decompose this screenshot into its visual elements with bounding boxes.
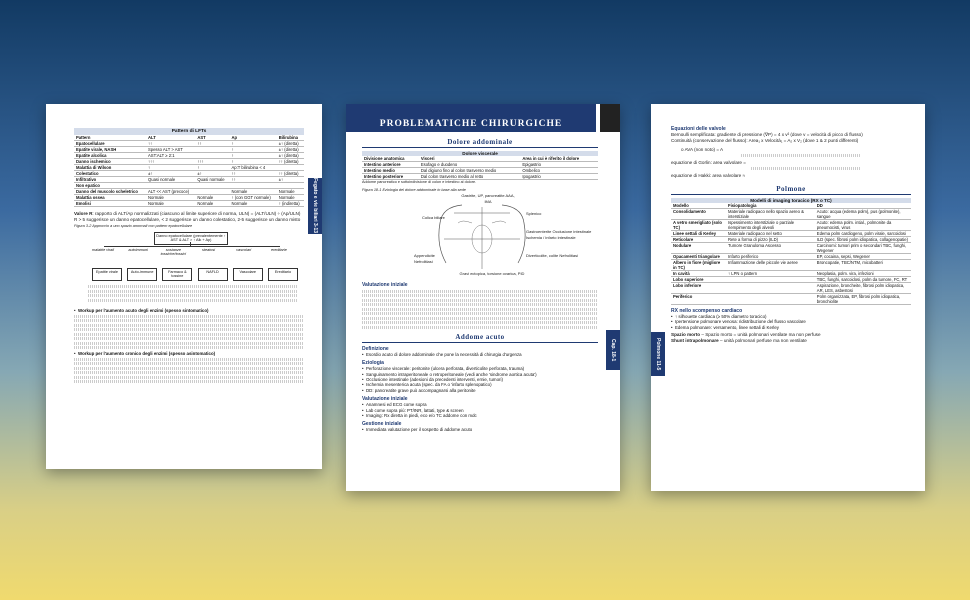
imaging-cell: Rete a forma di pizzo (ILD): [726, 236, 815, 242]
dead-space-text: Spazio morto = unità polmonari ventilate ma non perfuse: [705, 332, 821, 338]
lft-cell: Normale: [195, 201, 229, 207]
imaging-table-title: Modelli di imaging toracico (RX o TC): [671, 198, 911, 203]
lft-cell: Normale: [229, 189, 276, 195]
imaging-cell: Polm organizzata, EP, fibrosi polm idiopatica, bronchiolite: [815, 293, 911, 304]
lft-cell: Normale: [229, 201, 276, 207]
lft-cell: ±↑ (diretta): [277, 141, 304, 147]
visceral-col-header: Area in cui è riferito il dolore: [520, 156, 598, 162]
imaging-cell: Broncopatie, TBC/NTM, micobatteri: [815, 259, 911, 270]
lft-col-header: Pattern: [74, 135, 146, 141]
imaging-row: [671, 259, 911, 270]
lft-cell: ↑↑↑: [146, 159, 195, 165]
lft-cell: ↑: [229, 153, 276, 159]
chapter-tab: Cap. 18-1: [606, 330, 620, 370]
chapter-corner: [600, 104, 620, 132]
eval-item: • Anamnesi ed ECG come sopra: [362, 402, 598, 407]
lft-cell: ±↑: [277, 177, 304, 183]
etiology-item: • Sanguinamento intraperitoneale o retroperitoneale (vedi anche 'sindrome aortica acuta'): [362, 372, 598, 377]
lft-cell: Emolisi: [74, 201, 146, 207]
rx-item: • Edema polmonare: versamento, linee settali di Kerley: [671, 325, 911, 330]
imaging-cell: Consolidamento: [671, 208, 726, 219]
imaging-cell: Linee settali di Kerley: [671, 230, 726, 236]
diagram-category: autoimmuni: [128, 247, 148, 252]
management-title: Gestione iniziale: [362, 421, 402, 428]
imaging-cell: Materiale radiopaco nello spazio aereo & interstiziale: [726, 208, 815, 219]
imaging-cell: Materiale radiopaco nel setto: [726, 230, 815, 236]
lft-cell: AST:ALT ≥ 2:1: [146, 153, 195, 159]
label-diverticulitis: Diverticolite, colite Nefrolitiasi: [526, 253, 579, 259]
diagram-category: sostanze tossiche/tossici: [160, 247, 187, 257]
shunt-title: Shunt intrapolmonare: [671, 337, 719, 343]
diagram-node: Farmaco & tossine: [162, 268, 192, 281]
diagram-category: malattie virali: [91, 247, 115, 252]
management-text: • Immediata valutazione per il sospetto di addome acuto: [362, 427, 598, 432]
lft-cell: Malattia ossea: [74, 195, 146, 201]
imaging-col-header: DD: [815, 203, 911, 209]
lft-col-header: Ap: [229, 135, 276, 141]
lft-col-header: Bilirubina: [277, 135, 304, 141]
abdomen-quadrant-figure: [362, 193, 598, 279]
visceral-cell: Dal colon trasverso medio al retto: [419, 174, 520, 180]
lft-cell: ↑↑ (diretta): [277, 171, 304, 177]
etiology-item: • Occlusione intestinale (adesioni da precedenti interventi, ernie, tumori): [362, 377, 598, 382]
r-value-title: Valore R: [74, 211, 93, 216]
imaging-cell: Tumore Granuloma Ascesso: [726, 242, 815, 253]
lft-cell: ±↑ (diretta): [277, 147, 304, 153]
imaging-cell: Nodulare: [671, 242, 726, 253]
lft-cell: ↑: [195, 165, 229, 171]
imaging-row: [671, 242, 911, 253]
imaging-cell: Carcinomi: tumori prim o secondari TBC, funghi, Wegener: [815, 242, 911, 253]
lft-cell: ↑: [229, 159, 276, 165]
definition-text: • Esordio acuto di dolore addominale che pone la necessità di chirurgia d'urgenza: [362, 352, 598, 357]
imaging-cell: Opacamenti triangolare: [671, 253, 726, 259]
lft-cell: Quasi normale: [195, 177, 229, 183]
imaging-row: [671, 293, 911, 304]
eq-hakki: equazione di Hakki: area valvolare ≈: [671, 173, 746, 179]
visceral-cell: Ipogastrio: [520, 174, 598, 180]
imaging-row: [671, 219, 911, 230]
lft-cell: ↑: [229, 141, 276, 147]
shunt-text: unità polmonari perfuse ma non ventilate: [723, 337, 807, 343]
label-splenic: Splenico: [526, 211, 542, 217]
imaging-cell: Reticolare: [671, 236, 726, 242]
etiology-item: • Perforazione viscerale: peritonite (ulcera perforata, diverticolite perforata, trauma): [362, 366, 598, 371]
visceral-col-header: Divisione anatomica: [362, 156, 419, 162]
eq-line-1: Bernoulli semplificata: gradiente di pressione (∇P) = 4 x v² (dove v = velocità di picco di flusso): [671, 132, 863, 137]
page-right: Polmone 11-5 Equazioni delle valvole Bernoulli semplificata: gradiente di pressione (∇P) = 4 x v² (dove v = velocità di picco di flusso) Continuità (conservazione del flusso): Area₁ x Velocità₁ = A₂ x V₂ (dove 1 & 2 punti differenti) o AVA (non noto) = A equazione di Gorlin: area valvolare = equazione di Hakki: area valvolare ≈ Polmone Modelli di imaging toracico (RX o TC) Modello Fisiopatologia DD Consolidamento Materiale radiopaco nello spazio aereo & interstiziale Acuto: acqua (edema polm), pus (polmonite), sangue A vetro smerigliato (solo TC) Ispessimento interstiziale o parziale riempimento degli alveoli Acuto: edema polm. intial., polmonite da pneumocisti, virus Linee settali di Kerley Materiale radiopaco nel setto Edema polm cardiogeno, polm virale, sarcoidosi Reticolare Rete a forma di pizzo (ILD) ILD (spec. fibrosi polm idiopatica, collagenopatie) Nodulare Tumore Granuloma Ascesso Carcinomi: tumori prim o secondari TBC, funghi, Wegener Opacamenti triangolare Infarto periferico EP, cocaina, sepsi, Wegener Albero in fiore (migliore in TC) Infiammazione delle piccole vie aeree Broncopatie, TBC/NTM, micobatteri In cavità ↑ LPN o pattern Neoplasia, polm. vira, infezioni Lobo superiore TBC, funghi, sarcoidosi, polm da tumore, FC, RT Lobo inferiore Aspirazione, broncheite, fibrosi polm idiopatica, AR, LES, asbestosi Periferico Polm organizzata, EP, fibrosi polm idiopatica, bronchiolite RX nello scompenso cardiaco • ↑ silhouette cardiaca (≥ 50% diametro toracico) • Ipertensione polmonare venosa: ridistribuzione del flusso vascolare • Edema polmonare: versamento, linee settali di Kerley Spazio morto – Spazio morto = unità polmonari ventilate ma non perfuse Shunt intrapolmonare – unità polmonari perfuse ma non ventilate: [651, 104, 925, 491]
r-value-text: rapporto di ALT/Ap normalizzati (ciascuno al limite superiore di norma, ULN) = (ALT/ULN) ÷ (Ap/ULN): [94, 211, 301, 216]
label-biliary-colic: Colica biliare: [422, 215, 445, 221]
lft-row: [74, 201, 304, 207]
figure-caption: Figura 18-1 Eziologia del dolore addominale in base alla sede: [362, 187, 466, 192]
etiology-title: Eziologia: [362, 360, 384, 367]
lft-table-title: Pattern di LFTs: [74, 128, 304, 135]
imaging-cell: Infiammazione delle piccole vie aeree: [726, 259, 815, 270]
lft-col-header: AST: [195, 135, 229, 141]
imaging-cell: Acuto: edema polm. intial., polmonite da pneumocisti, virus: [815, 219, 911, 230]
lft-col-header: ALT: [146, 135, 195, 141]
chapter-tab: Polmone 11-5: [651, 332, 665, 376]
visceral-cell: Ombelico: [520, 168, 598, 174]
imaging-cell: Lobo superiore: [671, 276, 726, 282]
label-epigastric: Gastrite, UP, pancreatite AAA, IMA: [461, 193, 515, 204]
imaging-cell: TBC, funghi, sarcoidosi, polm da tumore, FC, RT: [815, 276, 911, 282]
lft-cell: Epatite virale, NASH: [74, 147, 146, 153]
initial-eval-title: Valutazione iniziale: [362, 282, 408, 289]
section-lung: Polmone: [671, 185, 911, 195]
visceral-cell: Dal digiuno fino al colon trasverso medio: [419, 168, 520, 174]
workup-acute-title: Workup per l'aumento acuto degli enzimi (spesso sintomatico): [78, 307, 209, 313]
lft-cell: ↑↑: [229, 171, 276, 177]
page-left: Fegato e vie biliari 3-13 Pattern di LFTs Pattern ALT AST Ap Bilirubina Epatocellulare ↑↑ ↑↑ ↑ ±↑ (diretta) Epatite virale, NASH Spesso ALT > AST ↑ ±↑ (diretta) Epatite alcolica AST:ALT ≥ 2:1 ↑ ±↑ (diretta) Danno ischemico ↑↑↑ ↑↑↑ ↑ ↑↑ (diretta) Malattia di Wilson ↑ ↑ Ap:T bilirubina < 4 Colestatico ±↑ ±↑ ↑↑ ↑↑ (diretta) Infiltrativo Quasi normale Quasi normale ↑↑ ±↑ Non epatico Danno del muscolo scheletrico ALT << AST (precoce) Normale Normale Malattia ossea Normale Normale ↑ (con GGT normale) Normale Emolisi Normale Normale Normale ↑ (indiretta) Valore R: rapporto di ALT/Ap normalizzati (ciascuno al limite superiore di norma, ULN) = (ALT/ULN) ÷ (Ap/ULN) R > 5 suggerisce un danno epatocellulare, < 2 suggerisce un danno colestatico, 2-5 suggerisce un danno misto Figura 3-2 Approccio a uno spazio anormali con pattern epatocellulare Danno epatocellulare (prevalentemente ↑ AST & ALT > ↑ Alk + Ap) malattie virali autoimmuni sostanze tossiche/tossici steatosi vascolari ereditarie Epatite virale Auto-immune Farmaco & tossine NAFLD Vascolare Ereditario • Workup per l'aumento acuto degli enzimi (spesso sintomatico) • Workup per l'aumento cronico degli enzimi (spesso asintomatico): [46, 104, 322, 469]
lft-cell: Normale: [277, 189, 304, 195]
diagram-node: Ereditario: [268, 268, 298, 281]
visceral-col-header: Visceri: [419, 156, 520, 162]
label-pelvic: Gravi ectopica, torsione ovarica, PID: [459, 271, 525, 277]
valve-equations-title: Equazioni delle valvole: [671, 126, 726, 132]
eq-ava: o AVA (non noto) = A: [681, 147, 724, 153]
lft-cell: Non epatico: [74, 183, 146, 189]
imaging-row: [671, 282, 911, 293]
section-abdominal-pain: Dolore addominale: [362, 138, 598, 148]
lft-cell: Colestatico: [74, 171, 146, 177]
etiology-item: • Ischemia mesenterica acuta (spec. da FA o 'infarto splenopatico): [362, 382, 598, 387]
lft-table: [74, 135, 304, 207]
diagram-category: steatosi: [202, 247, 216, 252]
lft-cell: ALT << AST (precoce): [146, 189, 195, 195]
visceral-cell: Esofago e duodeno: [419, 162, 520, 168]
visceral-cell: Intestino medio: [362, 168, 419, 174]
imaging-cell: In cavità: [671, 270, 726, 276]
lft-cell: ↑ (con GGT normale): [229, 195, 276, 201]
lft-cell: Normale: [277, 195, 304, 201]
lft-cell: Ap:T bilirubina < 4: [229, 165, 276, 171]
lft-cell: ±↑: [146, 171, 195, 177]
imaging-cell: ILD (spec. fibrosi polm idiopatica, collagenopatie): [815, 236, 911, 242]
imaging-cell: [726, 282, 815, 293]
lft-cell: Infiltrativo: [74, 177, 146, 183]
imaging-cell: Edema polm cardiogeno, polm virale, sarcoidosi: [815, 230, 911, 236]
workup-chronic-title: Workup per l'aumento cronico degli enzimi (spesso asintomatico): [78, 350, 216, 356]
page-center: [346, 104, 620, 491]
lft-cell: ↑: [146, 165, 195, 171]
table-note: Addome pancreatico e sottoindivisione di colon e intestino al dolore.: [362, 180, 477, 184]
lft-cell: Quasi normale: [146, 177, 195, 183]
lft-cell: Malattia di Wilson: [74, 165, 146, 171]
etiology-item: • DD: pancreatite grave può accompagnarsi alla peritonite: [362, 388, 598, 393]
imaging-cell: Albero in fiore (migliore in TC): [671, 259, 726, 270]
lft-cell: ±↑ (diretta): [277, 153, 304, 159]
eq-line-2: Continuità (conservazione del flusso): Area₁ x Velocità₁ = A₂ x V₂ (dove 1 & 2 punti differenti): [671, 137, 859, 143]
diagram-root: Danno epatocellulare (prevalentemente ↑ AST & ALT > ↑ Alk + Ap): [154, 232, 228, 245]
visceral-row: [362, 174, 598, 180]
eq-gorlin: equazione di Gorlin: area valvolare =: [671, 160, 746, 166]
diagram-category: ereditarie: [271, 247, 287, 252]
imaging-cell: Periferico: [671, 293, 726, 304]
label-periumbilical: Gastroenterite Occlusione intestinale Ischemia / infarto intestinale: [526, 229, 592, 240]
lft-cell: ↑: [229, 147, 276, 153]
r-value-note: R > 5 suggerisce un danno epatocellulare, < 2 suggerisce un danno colestatico, 2-5 suggerisce un danno misto: [74, 216, 301, 222]
lft-cell: Normale: [146, 195, 195, 201]
diagram-node: Vascolare: [233, 268, 263, 281]
lft-cell: ↑↑: [195, 141, 229, 147]
eval-item: • Lab come sopra più: PT/INR, lattati, type & screen: [362, 408, 598, 413]
diagram-node: NAFLD: [198, 268, 228, 281]
dead-space-title: Spazio morto: [671, 332, 701, 338]
chapter-tab: Fegato e vie biliari 3-13: [308, 178, 322, 234]
imaging-row: [671, 208, 911, 219]
figure-caption: Figura 3-2 Approccio a uno spazio anormali con pattern epatocellulare: [74, 224, 193, 229]
diagram-node: Epatite virale: [92, 268, 122, 281]
imaging-cell: Aspirazione, broncheite, fibrosi polm idiopatica, AR, LES, asbestosi: [815, 282, 911, 293]
lft-cell: Normale: [195, 195, 229, 201]
rx-item: • Ipertensione polmonare venosa: ridistribuzione del flusso vascolare: [671, 319, 911, 324]
lft-cell: ↑↑↑: [195, 159, 229, 165]
rx-item: • ↑ silhouette cardiaca (≥ 50% diametro toracico): [671, 314, 911, 319]
liver-injury-diagram: [74, 232, 304, 306]
lft-cell: ↑↑: [229, 177, 276, 183]
rx-heart-failure-title: RX nello scompenso cardiaco: [671, 307, 743, 314]
lft-cell: Epatocellulare: [74, 141, 146, 147]
imaging-col-header: Modello: [671, 203, 726, 209]
section-acute-abdomen: Addome acuto: [362, 333, 598, 343]
definition-title: Definizione: [362, 345, 389, 352]
visceral-cell: Intestino posteriore: [362, 174, 419, 180]
eval-item: • Imaging: Rx diretta in piedi, eco e/o TC addome con mdc: [362, 413, 598, 418]
imaging-cell: Ispessimento interstiziale o parziale riempimento degli alveoli: [726, 219, 815, 230]
visceral-pain-table: [362, 156, 598, 180]
diagram-node: Auto-immune: [127, 268, 157, 281]
diagram-category: vascolari: [236, 247, 252, 252]
imaging-cell: Neoplasia, polm. vira, infezioni: [815, 270, 911, 276]
chapter-header: PROBLEMATICHE CHIRURGICHE: [346, 104, 596, 132]
imaging-cell: A vetro smerigliato (solo TC): [671, 219, 726, 230]
imaging-patterns-table: [671, 203, 911, 305]
imaging-cell: Infarto periferico: [726, 253, 815, 259]
lft-cell: Epatite alcolica: [74, 153, 146, 159]
imaging-col-header: Fisiopatologia: [726, 203, 815, 209]
visceral-cell: Epigastrio: [520, 162, 598, 168]
lft-cell: Danno del muscolo scheletrico: [74, 189, 146, 195]
label-appendicitis: Appendicite Nefrolitiasi: [414, 253, 435, 264]
lft-cell: Spesso ALT > AST: [146, 147, 195, 153]
initial-eval-2-title: Valutazione iniziale: [362, 396, 408, 403]
lft-cell: Normale: [146, 201, 195, 207]
imaging-cell: Acuto: acqua (edema polm), pus (polmonite), sangue: [815, 208, 911, 219]
lft-cell: Danno ischemico: [74, 159, 146, 165]
imaging-cell: Lobo inferiore: [671, 282, 726, 293]
lft-cell: ↑↑: [146, 141, 195, 147]
lft-cell: ↑ (indiretta): [277, 201, 304, 207]
imaging-cell: EP, cocaina, sepsi, Wegener: [815, 253, 911, 259]
imaging-cell: [726, 293, 815, 304]
lft-cell: ↑↑ (diretta): [277, 159, 304, 165]
visceral-cell: Intestino anteriore: [362, 162, 419, 168]
imaging-cell: ↑ LPN o pattern: [726, 270, 815, 276]
visceral-table-title: Dolore viscerale: [362, 151, 598, 156]
lft-cell: ±↑: [195, 171, 229, 177]
